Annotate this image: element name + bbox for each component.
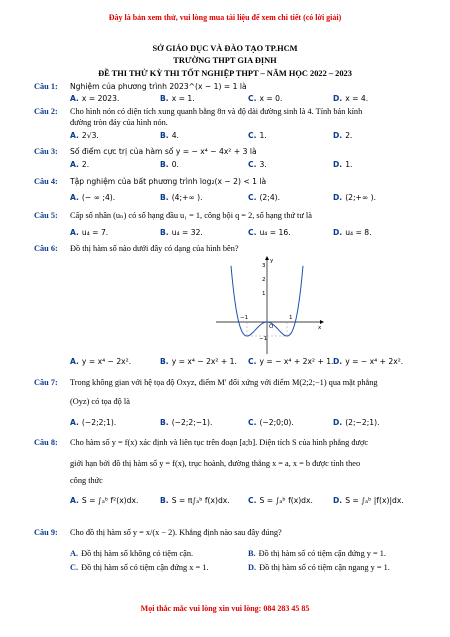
option-a: A. x = 2023. (70, 94, 120, 103)
option-b: B. y = x⁴ − 2x² + 1. (160, 357, 237, 366)
x-tick-label: 1 (289, 315, 293, 321)
option-a: A. (−2;2;1). (70, 418, 117, 427)
option-c: C. S = ∫ₐᵇ f(x)dx. (248, 496, 313, 505)
option-a: A. u₄ = 7. (70, 228, 109, 237)
question-number: Câu 4: (34, 177, 58, 186)
question-text-cont: công thức (70, 476, 103, 485)
question-number: Câu 5: (34, 211, 58, 220)
question-text: Cho hình nón có diện tích xung quanh bằng 8π và độ dài đường sinh là 4. Tính bán kính (70, 107, 363, 116)
option-d: D. 1. (333, 160, 353, 169)
option-b: B. S = π∫ₐᵇ f(x)dx. (160, 496, 230, 505)
question-number: Câu 2: (34, 107, 58, 116)
option-d: D. 2. (333, 131, 353, 140)
option-b: B. 4. (160, 131, 179, 140)
question-text-cont: đường tròn đáy của hình nón. (70, 118, 168, 127)
option-c: C. (2;4). (248, 193, 281, 202)
option-a: A. 2√3. (70, 131, 99, 140)
option-b: B. (4;+∞ ). (160, 193, 203, 202)
question-text-cont: (Oyz) có tọa độ là (70, 397, 130, 406)
question-text: Tập nghiệm của bất phương trình log₂(x − 2) < 1 là (70, 177, 267, 186)
option-c: C. u₄ = 16. (248, 228, 291, 237)
y-axis-label: y (270, 258, 274, 264)
option-b: B. u₄ = 32. (160, 228, 203, 237)
option-a: A. Đồ thị hàm số không có tiệm cận. (70, 549, 194, 558)
x-axis-arrow (320, 320, 324, 324)
function-graph (212, 254, 324, 356)
option-c: C. 3. (248, 160, 267, 169)
option-d: D. x = 4. (333, 94, 369, 103)
question-text: Cho đồ thị hàm số y = x/(x − 2). Khẳng định nào sau đây đúng? (70, 528, 282, 537)
option-b: B. 0. (160, 160, 179, 169)
question-number: Câu 1: (34, 82, 58, 91)
option-c: C. Đồ thị hàm số có tiệm cận đứng x = 1. (70, 563, 209, 572)
option-c: C. x = 0. (248, 94, 283, 103)
option-c: C. y = − x⁴ + 2x² + 1. (248, 357, 334, 366)
y-axis-arrow (265, 256, 269, 260)
option-d: D. Đồ thị hàm số có tiệm cận ngang y = 1. (248, 563, 390, 572)
y-tick-label: 2 (262, 277, 266, 283)
question-number: Câu 3: (34, 147, 58, 156)
x-tick-label: −1 (240, 315, 249, 321)
x-axis-label: x (318, 325, 322, 331)
contact-banner: Mọi thắc mắc vui lòng xin vui lòng: 084 283 45 85 (140, 604, 310, 613)
option-a: A. 2. (70, 160, 90, 169)
school-title: TRƯỜNG THPT GIA ĐỊNH (173, 56, 277, 65)
option-d: D. u₄ = 8. (333, 228, 372, 237)
y-tick-label: −1 (259, 336, 268, 342)
question-number: Câu 6: (34, 244, 58, 253)
preview-banner: Đây là bản xem thử, vui lòng mua tài liệu để xem chi tiết (có lời giải) (108, 13, 342, 22)
question-number: Câu 9: (34, 528, 58, 537)
question-text: Đồ thị hàm số nào dưới đây có dạng của hình bên? (70, 244, 239, 253)
option-d: D. y = − x⁴ + 2x². (333, 357, 404, 366)
option-b: B. Đồ thị hàm số có tiệm cận đứng y = 1. (248, 549, 386, 558)
y-tick-label: 3 (262, 263, 266, 269)
question-text: Nghiệm của phương trình 2023^(x − 1) = 1 là (70, 82, 247, 91)
question-text: Cho hàm số y = f(x) xác định và liên tục trên đoạn [a;b]. Diện tích S của hình phẳng được (70, 438, 369, 447)
question-text: Số điểm cực trị của hàm số y = − x⁴ − 4x² + 3 là (70, 147, 257, 156)
option-d: D. (2;−2;1). (333, 418, 380, 427)
option-c: C. (−2;0;0). (248, 418, 294, 427)
option-a: A. S = ∫ₐᵇ f²(x)dx. (70, 496, 139, 505)
option-b: B. (−2;2;−1). (160, 418, 213, 427)
option-a: A. y = x⁴ − 2x². (70, 357, 132, 366)
exam-title: ĐỀ THI THỬ KỲ THI TỐT NGHIỆP THPT – NĂM HỌC 2022 – 2023 (98, 69, 352, 78)
option-d: D. S = ∫ₐᵇ |f(x)|dx. (333, 496, 404, 505)
origin-label: O (269, 324, 274, 330)
option-b: B. x = 1. (160, 94, 195, 103)
question-text: Trong không gian với hệ tọa độ Oxyz, điểm M′ đối xứng với điểm M(2;2;−1) qua mặt phẳng (70, 378, 378, 387)
question-number: Câu 7: (34, 378, 58, 387)
option-c: C. 1. (248, 131, 267, 140)
question-text-cont: giới hạn bởi đồ thị hàm số y = f(x), trục hoành, đường thẳng x = a, x = b được tính theo (70, 459, 361, 468)
question-number: Câu 8: (34, 438, 58, 447)
option-d: D. (2;+∞ ). (333, 193, 377, 202)
department-title: SỞ GIÁO DỤC VÀ ĐÀO TẠO TP.HCM (152, 44, 298, 53)
question-text: Cấp số nhân (uₙ) có số hạng đầu u₁ = 1, công bội q = 2, số hạng thứ tư là (70, 211, 312, 220)
option-a: A. (− ∞ ;4). (70, 193, 116, 202)
y-tick-label: 1 (262, 291, 266, 297)
